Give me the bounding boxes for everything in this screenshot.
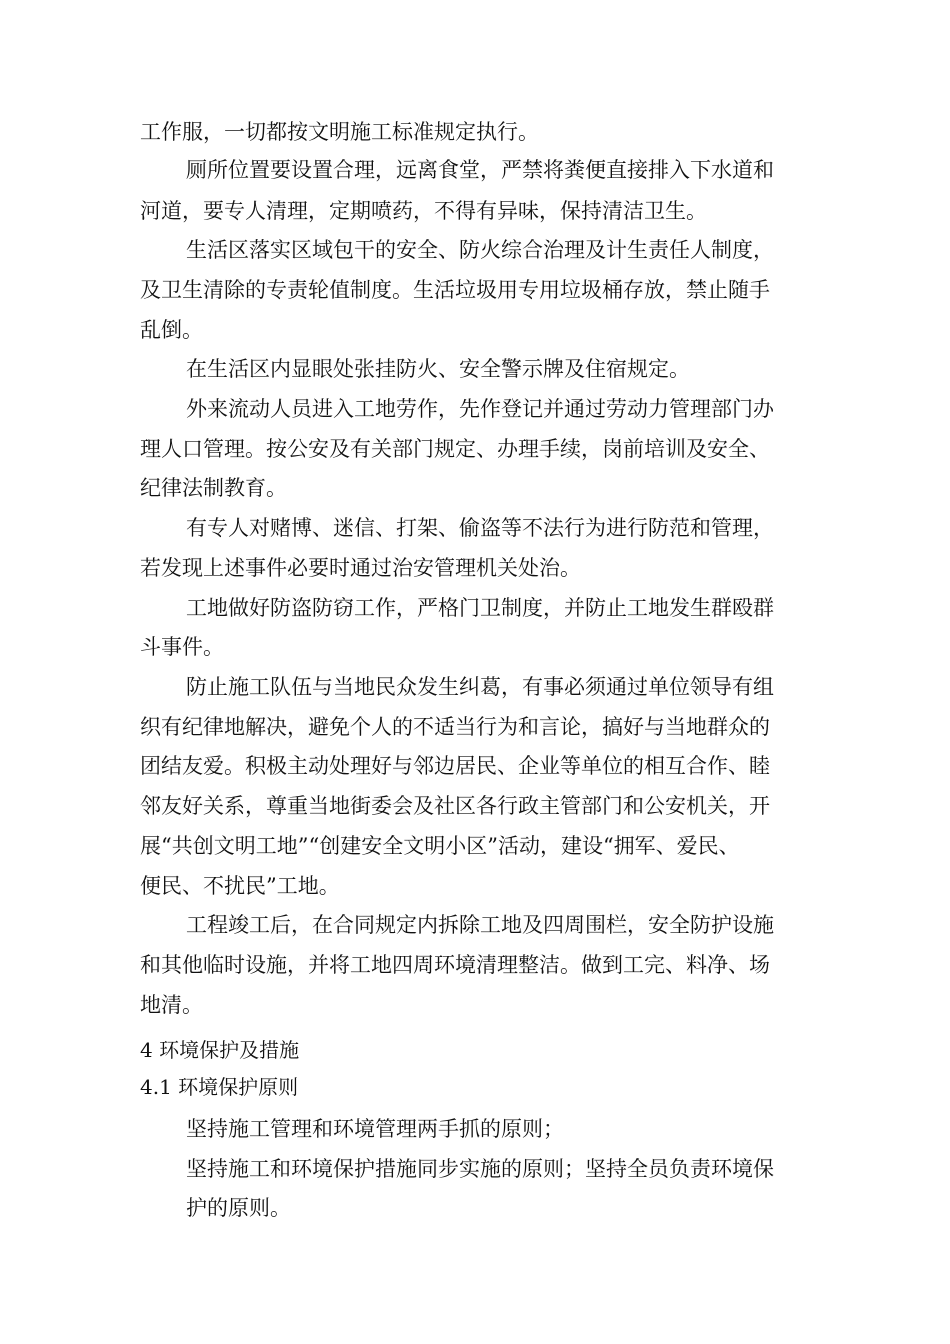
text-line: 若发现上述事件必要时通过治安管理机关处治。 <box>140 556 581 580</box>
text-line: 乱倒。 <box>140 318 203 342</box>
text-line: 河道，要专人清理，定期喷药，不得有异味，保持清洁卫生。 <box>140 199 707 223</box>
paragraph-start: 有专人对赌博、迷信、打架、偷盗等不法行为进行防范和管理， <box>186 516 774 540</box>
text-line: 地清。 <box>140 993 203 1017</box>
paragraph-start: 坚持施工管理和环境管理两手抓的原则； <box>186 1117 564 1141</box>
paragraph-start: 坚持施工和环境保护措施同步实施的原则；坚持全员负责环境保 <box>186 1157 774 1181</box>
subsection-heading: 4.1 环境保护原则 <box>140 1075 299 1099</box>
text-line: 斗事件。 <box>140 635 224 659</box>
paragraph-start: 生活区落实区域包干的安全、防火综合治理及计生责任人制度， <box>186 238 774 262</box>
text-line: 便民、不扰民”工地。 <box>140 874 340 898</box>
text-line: 护的原则。 <box>186 1196 291 1220</box>
text-line: 邻友好关系，尊重当地街委会及社区各行政主管部门和公安机关，开 <box>140 794 770 818</box>
text-line: 团结友爱。积极主动处理好与邻边居民、企业等单位的相互合作、睦 <box>140 754 770 778</box>
paragraph-start: 防止施工队伍与当地民众发生纠葛，有事必须通过单位领导有组 <box>186 675 774 699</box>
text-line: 和其他临时设施，并将工地四周环境清理整洁。做到工完、料净、场 <box>140 953 770 977</box>
text-line: 理人口管理。按公安及有关部门规定、办理手续，岗前培训及安全、 <box>140 437 770 461</box>
text-line: 工作服，一切都按文明施工标准规定执行。 <box>140 120 539 144</box>
paragraph-start: 在生活区内显眼处张挂防火、安全警示牌及住宿规定。 <box>186 357 690 381</box>
section-heading: 4 环境保护及措施 <box>140 1038 300 1062</box>
paragraph-start: 工地做好防盗防窃工作，严格门卫制度，并防止工地发生群殴群 <box>186 596 774 620</box>
paragraph-start: 外来流动人员进入工地劳作，先作登记并通过劳动力管理部门办 <box>186 397 774 421</box>
text-line: 纪律法制教育。 <box>140 476 287 500</box>
text-line: 展“共创文明工地”“创建安全文明小区”活动，建设“拥军、爱民、 <box>140 834 740 858</box>
text-line: 及卫生清除的专责轮值制度。生活垃圾用专用垃圾桶存放，禁止随手 <box>140 278 770 302</box>
text-line: 织有纪律地解决，避免个人的不适当行为和言论，搞好与当地群众的 <box>140 715 770 739</box>
paragraph-start: 厕所位置要设置合理，远离食堂，严禁将粪便直接排入下水道和 <box>186 158 774 182</box>
paragraph-start: 工程竣工后，在合同规定内拆除工地及四周围栏，安全防护设施 <box>186 913 774 937</box>
